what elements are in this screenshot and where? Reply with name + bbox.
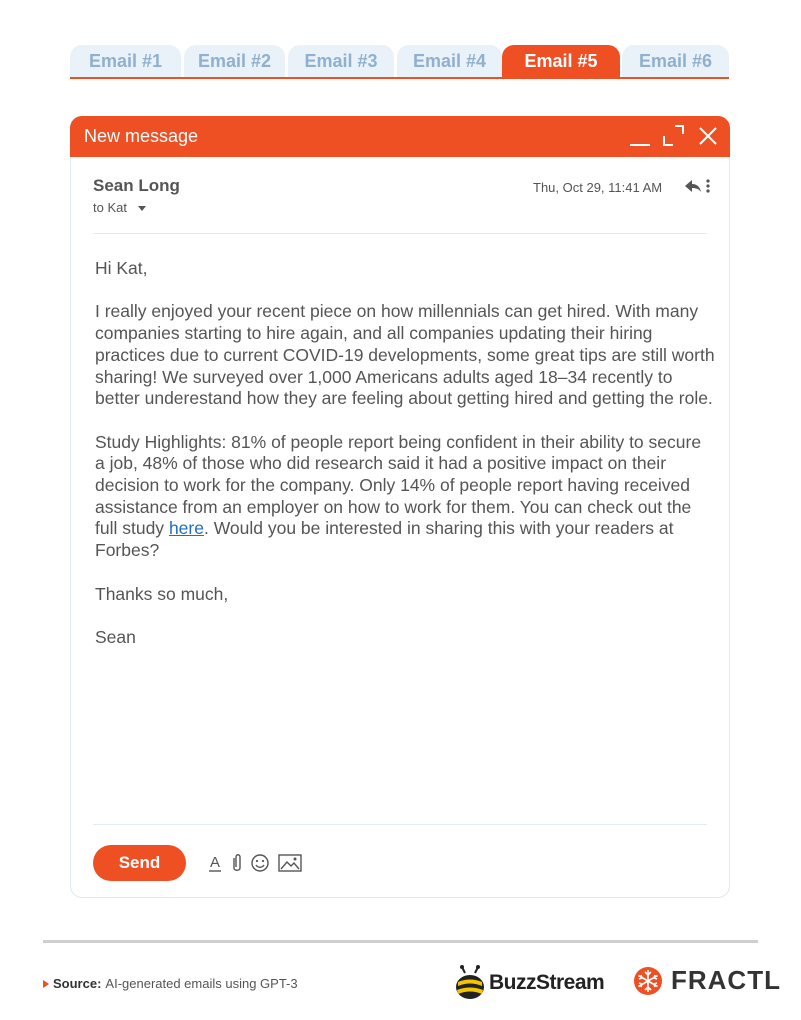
minimize-icon[interactable] <box>628 124 652 148</box>
source-note <box>43 976 298 991</box>
tabs-underline <box>70 77 729 79</box>
email-closing: Thanks so much, <box>95 583 229 604</box>
format-text-icon[interactable] <box>208 853 222 873</box>
tab-email-5[interactable]: Email #5 <box>502 45 620 77</box>
email-tabs <box>70 45 729 79</box>
send-button[interactable]: Send <box>93 845 186 881</box>
window-titlebar <box>70 116 730 157</box>
composer-divider <box>93 824 707 825</box>
message-window <box>70 116 730 898</box>
svg-text:A: A <box>209 854 221 871</box>
email-paragraph-2 <box>95 432 715 562</box>
email-body <box>95 258 715 670</box>
tab-email-3[interactable]: Email #3 <box>288 45 394 77</box>
email-greeting: Hi Kat, <box>95 258 148 278</box>
tab-email-4[interactable]: Email #4 <box>397 45 502 77</box>
source-text: AI-generated emails using GPT-3 <box>105 976 298 991</box>
email-timestamp: Thu, Oct 29, 11:41 AM <box>533 180 663 195</box>
expand-icon[interactable] <box>661 124 685 148</box>
tab-email-6[interactable]: Email #6 <box>622 45 729 77</box>
email-signature: Sean <box>95 626 136 647</box>
fractl-snowflake-icon <box>633 966 663 996</box>
bee-icon <box>455 965 485 1001</box>
emoji-icon[interactable] <box>250 853 270 873</box>
fractl-logo <box>633 965 781 996</box>
close-icon[interactable] <box>696 124 720 148</box>
paragraph-2-text-before-link: Study Highlights: 81% of people report being confident in their ability to secure a job, 48% of those who did research said it had a positive impact on their decision to work for the company. Only 14% of people report having received assistance from an employer on how to work for them. You can check out the full study <box>95 431 702 539</box>
chevron-down-icon[interactable] <box>137 203 147 213</box>
source-label: Source: <box>53 976 102 991</box>
buzzstream-wordmark: BuzzStream <box>489 971 605 994</box>
recipient-line[interactable] <box>93 200 147 215</box>
sender-name: Sean Long <box>93 176 180 195</box>
tab-email-2[interactable]: Email #2 <box>184 45 285 77</box>
email-paragraph-1: I really enjoyed your recent piece on how millennials can get hired. With many companies starting to hire again, and all companies updating their hiring practices due to current COVID-19 developments, some great tips are still worth sharing! We surveyed over 1,000 Americans adults aged 18–34 recently to better underestand how they are feeling about getting hired and getting the role. <box>95 301 715 409</box>
study-link[interactable]: here <box>168 518 204 539</box>
header-divider <box>93 233 707 234</box>
buzzstream-logo <box>455 965 604 1001</box>
attachment-icon[interactable] <box>230 853 244 873</box>
more-options-icon[interactable] <box>704 178 712 194</box>
image-icon[interactable] <box>278 853 302 873</box>
fractl-wordmark: FRACTL <box>671 965 781 995</box>
paragraph-2-text-after-link: . Would you be interested in sharing this with your readers at Forbes? <box>95 518 674 561</box>
footer-divider <box>43 940 758 943</box>
recipient-label: to Kat <box>93 200 127 215</box>
caret-right-icon <box>43 980 49 988</box>
reply-icon[interactable] <box>684 178 702 194</box>
window-title: New message <box>84 126 199 146</box>
tab-email-1[interactable]: Email #1 <box>70 45 181 77</box>
